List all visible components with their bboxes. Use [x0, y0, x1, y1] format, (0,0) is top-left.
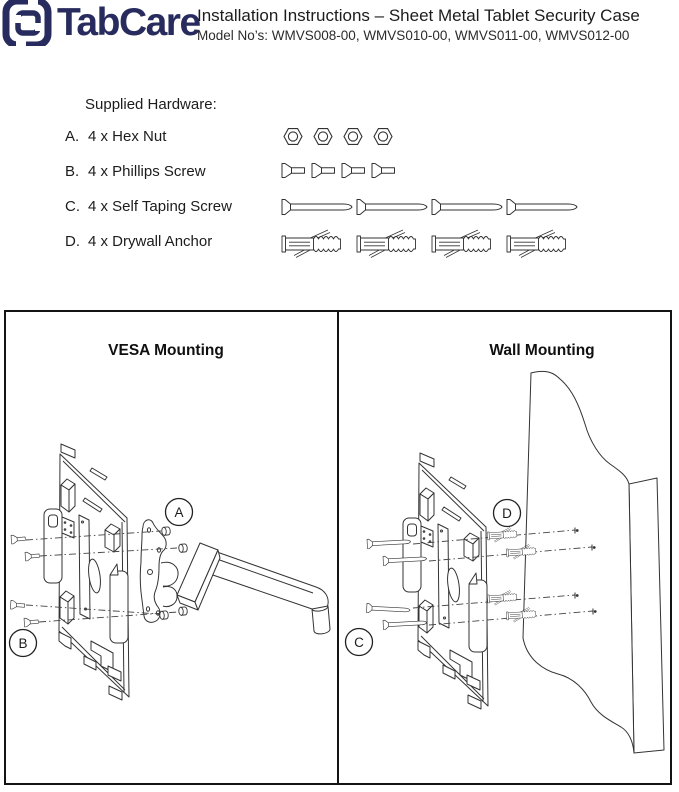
hardware-heading: Supplied Hardware:: [85, 96, 217, 113]
mounting-diagrams: [4, 310, 672, 785]
hardware-item-letter: C.: [65, 198, 80, 215]
case-plate: [403, 453, 488, 709]
wall-mounting-diagram: [339, 312, 670, 783]
vesa-mounting-diagram: [6, 312, 337, 783]
monitor-arm: [161, 543, 330, 634]
case-plate: [44, 444, 129, 700]
hardware-item-label: 4 x Self Taping Screw: [88, 198, 232, 215]
model-numbers: Model No’s: WMVS008-00, WMVS010-00, WMVS011-00, WMVS012-00: [197, 28, 630, 43]
hardware-item-label: 4 x Hex Nut: [88, 128, 167, 145]
phillips-screws: [10, 534, 39, 627]
callout-b: [10, 630, 37, 657]
callout-c-letter: C: [354, 635, 364, 650]
self-tapping-screw-icon: [280, 198, 580, 218]
callout-a: [166, 499, 193, 526]
page-title: Installation Instructions – Sheet Metal Tablet Security Case: [197, 6, 640, 25]
drywall-anchor-icon: [280, 227, 580, 260]
callout-d-letter: D: [502, 506, 512, 521]
hardware-item-letter: D.: [65, 233, 80, 250]
wall-mounting-panel: [339, 312, 670, 783]
wall: [523, 371, 664, 753]
hardware-item-label: 4 x Phillips Screw: [88, 163, 206, 180]
callout-a-letter: A: [174, 505, 184, 520]
hardware-item-letter: A.: [65, 128, 80, 145]
tabcare-logo-icon: [2, 0, 54, 46]
hardware-item-label: 4 x Drywall Anchor: [88, 233, 213, 250]
vesa-mounting-panel: [6, 312, 339, 783]
callout-d: [494, 500, 521, 527]
callout-b-letter: B: [18, 636, 28, 651]
hardware-item-letter: B.: [65, 163, 80, 180]
wall-panel-title: Wall Mounting: [489, 342, 595, 359]
hex-nut-icon: [281, 124, 396, 149]
vesa-adapter-plate: [140, 520, 166, 623]
callout-c: [346, 629, 373, 656]
vesa-panel-title: VESA Mounting: [108, 342, 224, 359]
brand-name: TabCare: [57, 1, 200, 44]
phillips-screw-icon: [280, 162, 400, 180]
